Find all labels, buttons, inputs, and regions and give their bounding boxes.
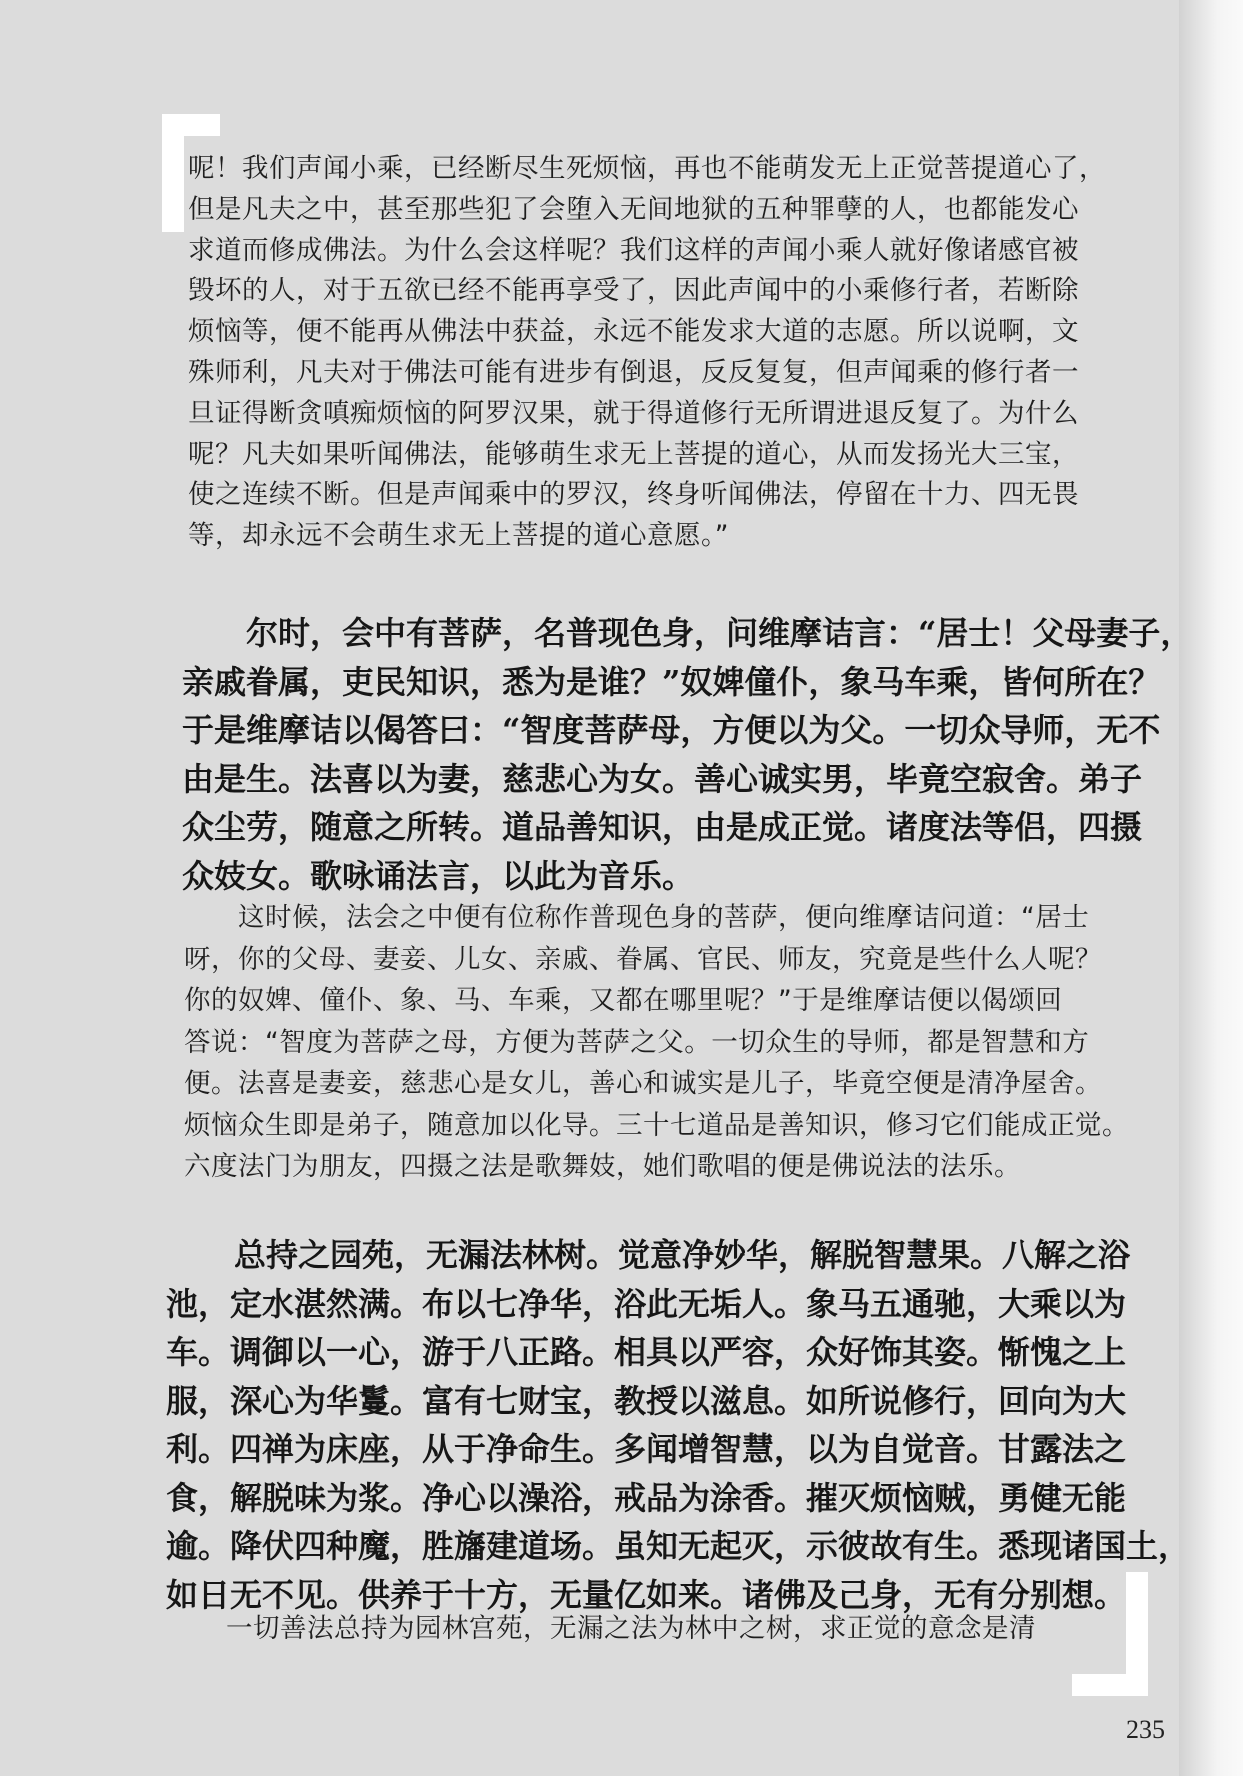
page-number: 235	[1126, 1715, 1165, 1744]
commentary-paragraph-2	[184, 895, 1134, 1195]
text-line: 如日无不见。供养于十方，无量亿如来。诸佛及己身，无有分别想。	[166, 1575, 1127, 1614]
text-line: 众妓女。歌咏诵法言，以此为音乐。	[182, 856, 695, 895]
text-line: 等，却永远不会萌生求无上菩提的道心意愿。”	[188, 520, 729, 552]
text-line: 殊师利，凡夫对于佛法可能有进步有倒退，反反复复，但声闻乘的修行者一	[188, 357, 1079, 388]
text-line: 这时候，法会之中便有位称作普现色身的菩萨，便向维摩诘问道：“居士	[238, 902, 1090, 933]
commentary-paragraph-1	[188, 146, 1128, 566]
text-line: 旦证得断贪嗔痴烦恼的阿罗汉果，就于得道修行无所谓进退反复了。为什么	[188, 397, 1079, 429]
text-line: 由是生。法喜以为妻，慈悲心为女。善心诚实男，毕竟空寂舍。弟子	[182, 759, 1143, 798]
corner-bracket-top-left-vertical	[162, 114, 184, 232]
text-line: 食，解脱味为浆。净心以澡浴，戒品为涂香。摧灭烦恼贼，勇健无能	[166, 1478, 1127, 1517]
text-line: 尔时，会中有菩萨，名普现色身，问维摩诘言：“居士！父母妻子，	[246, 614, 1193, 652]
text-line: 求道而修成佛法。为什么会这样呢？我们这样的声闻小乘人就好像诸感官被	[188, 234, 1079, 266]
text-line: 一切善法总持为园林宫苑，无漏之法为林中之树，求正觉的意念是清	[226, 1613, 1036, 1644]
text-line: 亲戚眷属，吏民知识，悉为是谁？”奴婢僮仆，象马车乘，皆何所在？	[182, 662, 1161, 701]
page-edge-shadow	[1179, 0, 1243, 1776]
sutra-paragraph-1	[182, 608, 1193, 898]
text-line: 答说：“智度为菩萨之母，方便为菩萨之父。一切众生的导师，都是智慧和方	[184, 1026, 1090, 1058]
text-line: 车。调御以一心，游于八正路。相具以严容，众好饰其姿。惭愧之上	[166, 1333, 1127, 1371]
text-line: 使之连续不断。但是声闻乘中的罗汉，终身听闻佛法，停留在十力、四无畏	[188, 479, 1079, 511]
text-line: 众尘劳，随意之所转。道品善知识，由是成正觉。诸度法等侣，四摄	[182, 808, 1143, 846]
text-line: 毁坏的人，对于五欲已经不能再享受了，因此声闻中的小乘修行者，若断除	[188, 275, 1079, 307]
text-line: 服，深心为华鬘。富有七财宝，教授以滋息。如所说修行，回向为大	[166, 1381, 1127, 1420]
text-line: 烦恼等，便不能再从佛法中获益，永远不能发求大道的志愿。所以说啊，文	[188, 316, 1079, 348]
text-line: 总持之园苑，无漏法林树。觉意净妙华，解脱智慧果。八解之浴	[234, 1236, 1131, 1274]
text-line: 你的奴婢、僮仆、象、马、车乘，又都在哪里呢？”于是维摩诘便以偈颂回	[184, 985, 1063, 1016]
text-line: 呀，你的父母、妻妾、儿女、亲戚、眷属、官民、师友，究竟是些什么人呢？	[184, 943, 1102, 975]
text-line: 逾。降伏四种魔，胜旛建道场。虽知无起灭，示彼故有生。悉现诸国土，	[166, 1527, 1191, 1565]
text-line: 利。四禅为床座，从于净命生。多闻增智慧，以为自觉音。甘露法之	[166, 1430, 1127, 1468]
text-line: 呢！我们声闻小乘，已经断尽生死烦恼，再也不能萌发无上正觉菩提道心了，	[188, 153, 1106, 184]
text-line: 六度法门为朋友，四摄之法是歌舞妓，她们歌唱的便是佛说法的法乐。	[184, 1151, 1021, 1182]
text-line: 呢？凡夫如果听闻佛法，能够萌生求无上菩提的道心，从而发扬光大三宝，	[188, 438, 1079, 470]
text-line: 烦恼众生即是弟子，随意加以化导。三十七道品是善知识，修习它们能成正觉。	[184, 1109, 1129, 1141]
text-line: 池，定水湛然满。布以七净华，浴此无垢人。象马五通驰，大乘以为	[166, 1284, 1127, 1323]
commentary-paragraph-3	[226, 1606, 1126, 1646]
text-line: 于是维摩诘以偈答曰：“智度菩萨母，方便以为父。一切众导师，无不	[182, 711, 1161, 749]
sutra-paragraph-2	[166, 1230, 1191, 1614]
text-line: 但是凡夫之中，甚至那些犯了会堕入无间地狱的五种罪孽的人，也都能发心	[188, 193, 1079, 225]
text-line: 便。法喜是妻妾，慈悲心是女儿，善心和诚实是儿子，毕竟空便是清净屋舍。	[184, 1068, 1102, 1099]
